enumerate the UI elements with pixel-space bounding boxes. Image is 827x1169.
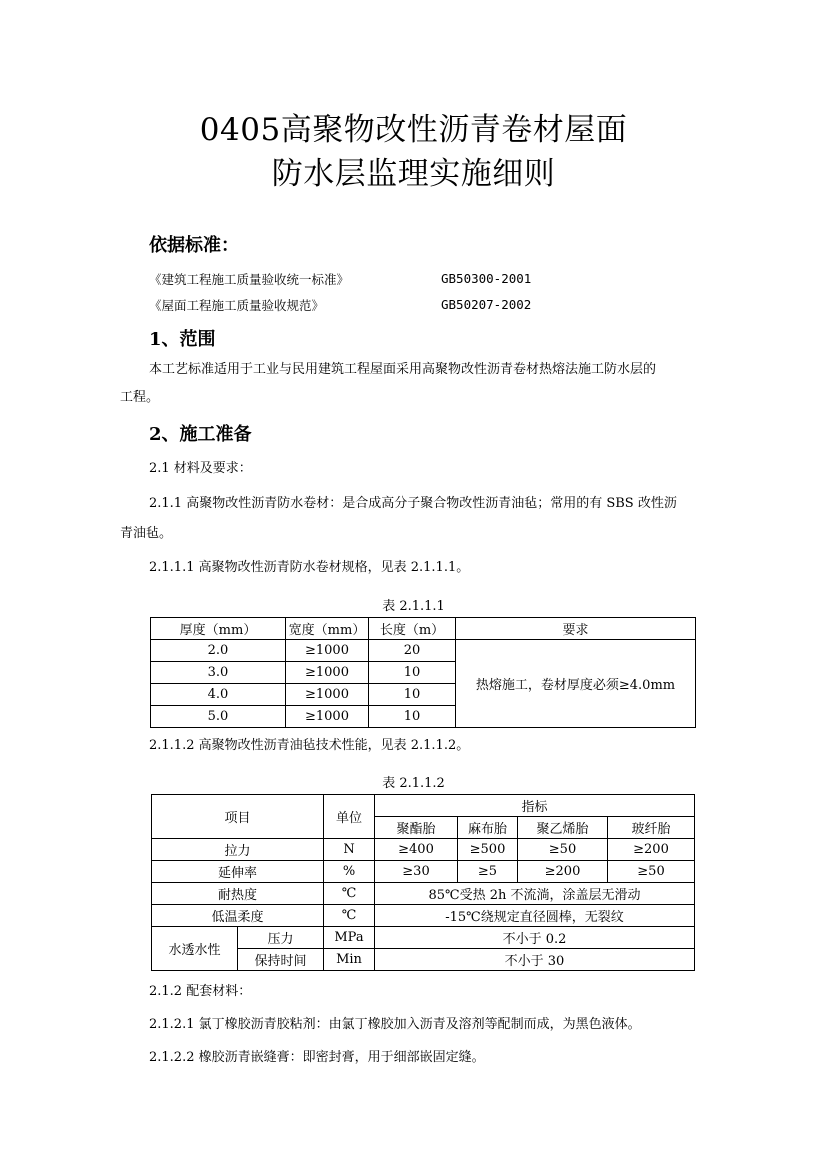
table-cell: 3.0 <box>151 662 286 684</box>
section-heading-prep: 2、施工准备 <box>149 424 252 445</box>
table-header-cell: 厚度（mm） <box>151 618 286 640</box>
scope-paragraph-line1: 本工艺标准适用于工业与民用建筑工程屋面采用高聚物改性沥青卷材热熔法施工防水层的 <box>149 362 657 377</box>
table-cell: 不小于 0.2 <box>375 927 695 949</box>
table-cell: 20 <box>369 640 456 662</box>
document-title-line1: 0405高聚物改性沥青卷材屋面 <box>199 112 628 148</box>
table-cell: 保持时间 <box>238 949 324 971</box>
table-subheader-cell: 聚乙烯胎 <box>518 817 608 839</box>
table-cell: 85℃受热 2h 不流淌，涂盖层无滑动 <box>375 883 695 905</box>
table-header-cell: 要求 <box>456 618 696 640</box>
table-subheader-cell: 玻纤胎 <box>608 817 695 839</box>
table2-caption: 表 2.1.1.2 <box>382 776 445 791</box>
table-cell: -15℃绕规定直径圆棒，无裂纹 <box>375 905 695 927</box>
table-requirement-cell: 热熔施工，卷材厚度必须≥4.0mm <box>456 640 696 728</box>
table-row <box>151 640 696 662</box>
paragraph-2-1-1-1: 2.1.1.1 高聚物改性沥青防水卷材规格，见表 2.1.1.1。 <box>149 560 470 575</box>
paragraph-2-1-1-2: 2.1.1.2 高聚物改性沥青油毡技术性能，见表 2.1.1.2。 <box>149 738 470 753</box>
table-cell: 拉力 <box>152 839 324 861</box>
table-cell: Min <box>324 949 375 971</box>
section-heading-scope: 1、范围 <box>149 329 216 350</box>
table-subheader-cell: 聚酯胎 <box>375 817 458 839</box>
basis-heading: 依据标准： <box>149 235 239 256</box>
table-cell: 不小于 30 <box>375 949 695 971</box>
table-subheader-cell: 麻布胎 <box>458 817 518 839</box>
table-cell: ≥200 <box>518 861 608 883</box>
table-cell: 压力 <box>238 927 324 949</box>
table-cell: % <box>324 861 375 883</box>
table-row <box>152 927 695 949</box>
reference-name: 《建筑工程施工质量验收统一标准》 <box>149 272 350 287</box>
table-row <box>151 618 696 640</box>
table-cell: ≥1000 <box>286 662 369 684</box>
paragraph-2-1-2: 2.1.2 配套材料： <box>149 984 252 999</box>
table-cell: ≥1000 <box>286 684 369 706</box>
table-row <box>152 883 695 905</box>
table-cell: 延伸率 <box>152 861 324 883</box>
table-cell: ≥50 <box>608 861 695 883</box>
table-cell: 耐热度 <box>152 883 324 905</box>
table-row <box>152 795 695 817</box>
table-cell: ≥500 <box>458 839 518 861</box>
table-cell: 10 <box>369 684 456 706</box>
scope-paragraph-line2: 工程。 <box>120 390 160 405</box>
table-header-cell: 宽度（mm） <box>286 618 369 640</box>
table-cell: ≥200 <box>608 839 695 861</box>
table-cell: ≥30 <box>375 861 458 883</box>
spec-table-2-1-1-2 <box>151 794 695 971</box>
table-row <box>152 861 695 883</box>
table-header-cell: 长度（m） <box>369 618 456 640</box>
paragraph-2-1-1-line2: 青油毡。 <box>120 526 173 541</box>
table-header-cell: 单位 <box>324 795 375 839</box>
table-cell: 5.0 <box>151 706 286 728</box>
table-cell: ≥1000 <box>286 706 369 728</box>
table-cell: ≥400 <box>375 839 458 861</box>
paragraph-2-1-2-2: 2.1.2.2 橡胶沥青嵌缝膏：即密封膏，用于细部嵌固定缝。 <box>149 1050 485 1065</box>
spec-table-2-1-1-1 <box>150 617 696 728</box>
table-header-cell: 指标 <box>375 795 695 817</box>
table-cell: ≥5 <box>458 861 518 883</box>
table-cell: ℃ <box>324 905 375 927</box>
document-title-line2: 防水层监理实施细则 <box>271 156 556 192</box>
paragraph-2-1: 2.1 材料及要求： <box>149 461 252 476</box>
table-cell: 2.0 <box>151 640 286 662</box>
table-cell: MPa <box>324 927 375 949</box>
reference-code: GB50300-2001 <box>441 271 532 286</box>
reference-name: 《屋面工程施工质量验收规范》 <box>149 298 325 313</box>
table-cell: 低温柔度 <box>152 905 324 927</box>
table-cell: ≥1000 <box>286 640 369 662</box>
table-cell: ℃ <box>324 883 375 905</box>
reference-code: GB50207-2002 <box>441 297 532 312</box>
table1-caption: 表 2.1.1.1 <box>382 599 445 614</box>
table-cell: ≥50 <box>518 839 608 861</box>
table-header-cell: 项目 <box>152 795 324 839</box>
paragraph-2-1-2-1: 2.1.2.1 氯丁橡胶沥青胶粘剂：由氯丁橡胶加入沥青及溶剂等配制而成，为黑色液体。 <box>149 1017 641 1032</box>
table-row <box>152 839 695 861</box>
table-cell: 4.0 <box>151 684 286 706</box>
table-cell: N <box>324 839 375 861</box>
table-cell: 水透水性 <box>152 927 238 971</box>
table-cell: 10 <box>369 706 456 728</box>
table-cell: 10 <box>369 662 456 684</box>
paragraph-2-1-1-line1: 2.1.1 高聚物改性沥青防水卷材：是合成高分子聚合物改性沥青油毡；常用的有 SBS 改性沥 <box>149 496 677 511</box>
table-row <box>152 905 695 927</box>
